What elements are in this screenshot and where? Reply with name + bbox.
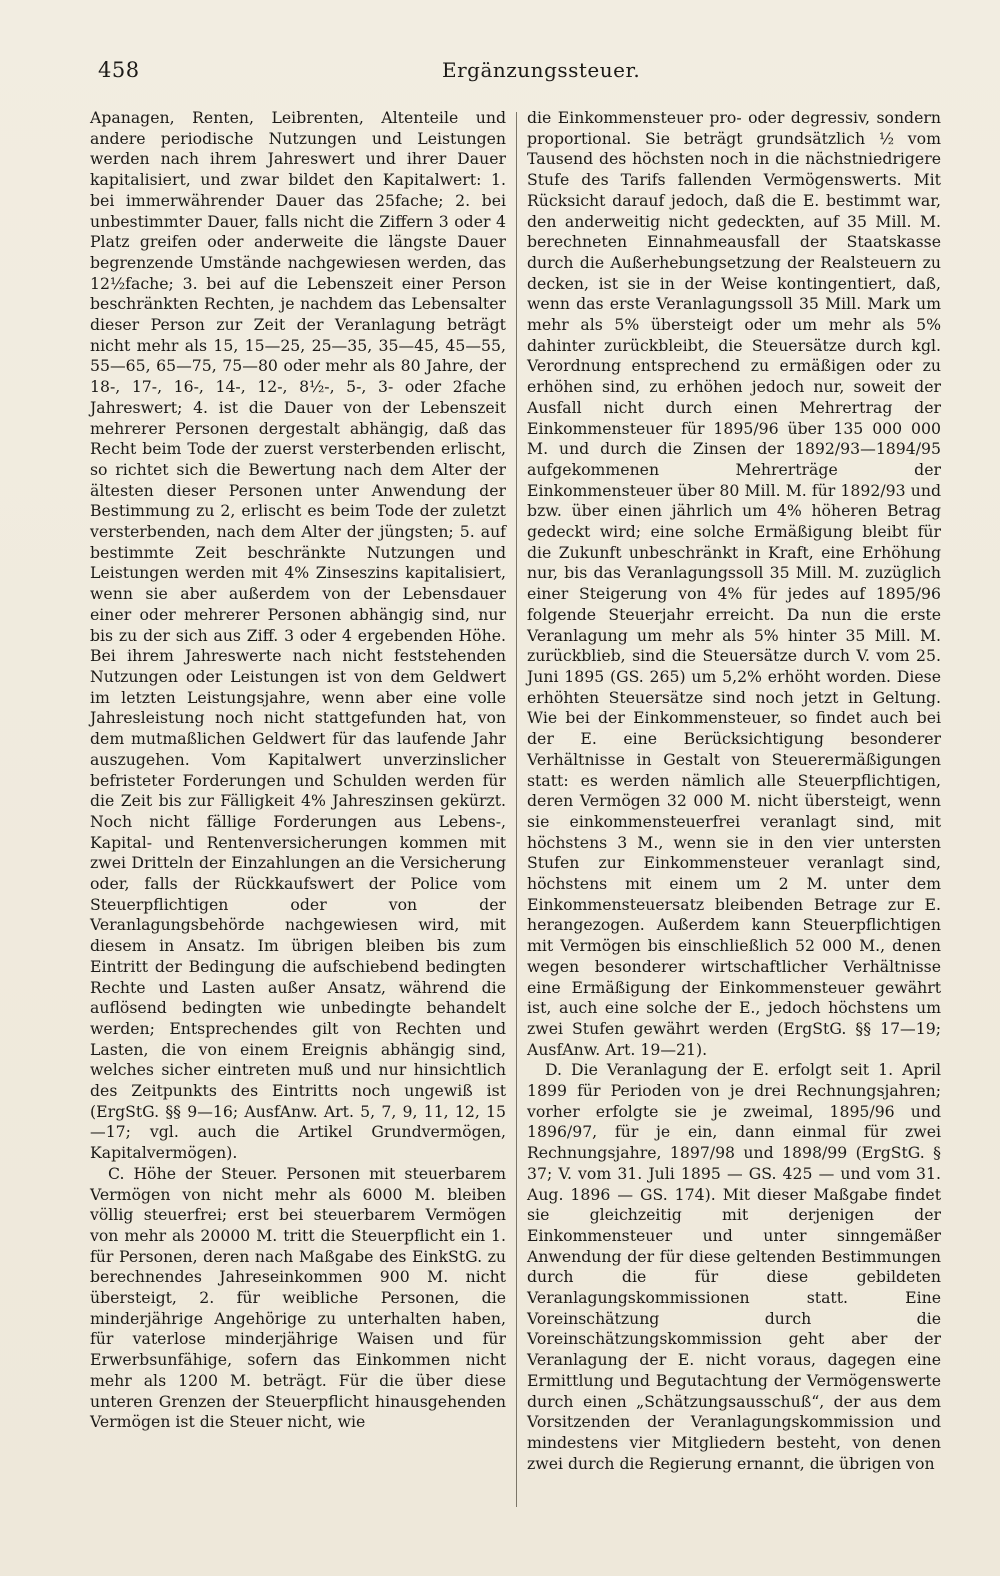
left-column (90, 108, 506, 1433)
column-divider (516, 112, 517, 1507)
paragraph-section-d: D. Die Veranlagung der E. erfolgt seit 1. April 1899 für Perioden von je drei Rechnungsjahren; vorher erfolgte sie je zweimal, 1895/96 und 1896/97, für je ein, dann einmal für zwei Rechnungsjahre, 1897/98 und 1898/99 (ErgStG. § 37; V. vom 31. Juli 1895 — GS. 425 — und vom 31. Aug. 1896 — GS. 174). Mit dieser Maßgabe findet sie gleichzeitig mit derjenigen der Einkommensteuer und unter sinngemäßer Anwendung der für diese geltenden Bestimmungen durch die für diese gebildeten Veranlagungskommissionen statt. Eine Voreinschätzung durch die Voreinschätzungskommission geht aber der Veranlagung der E. nicht voraus, dagegen eine Ermittlung und Begutachtung der Vermögenswerte durch einen „Schätzungsausschuß“, der aus dem Vorsitzenden der Veranlagungskommission und mindestens vier Mitgliedern besteht, von denen zwei durch die Regierung ernannt, die übrigen von (527, 1060, 941, 1473)
text-columns (90, 108, 945, 1518)
paragraph-section-c: C. Höhe der Steuer. Personen mit steuerbarem Vermögen von nicht mehr als 6000 M. bleiben völlig steuerfrei; erst bei steuerbarem Vermögen von mehr als 20000 M. tritt die Steuerpflicht ein 1. für Personen, deren nach Maßgabe des EinkStG. zu berechnendes Jahreseinkommen 900 M. nicht übersteigt, 2. für weibliche Personen, die minderjährige Angehörige zu unterhalten haben, für vaterlose minderjährige Waisen und für Erwerbsunfähige, sofern das Einkommen nicht mehr als 1200 M. beträgt. Für die über diese unteren Grenzen der Steuerpflicht hinausgehenden Vermögen ist die Steuer nicht, wie (90, 1163, 506, 1432)
right-column (527, 108, 941, 1474)
paragraph-valuation: Apanagen, Renten, Leibrenten, Altenteile und andere periodische Nutzungen und Leistungen werden nach ihrem Jahreswert und ihrer Dauer kapitalisiert, und zwar bildet den Kapitalwert: 1. bei immerwährender Dauer das 25fache; 2. bei unbestimmter Dauer, falls nicht die Ziffern 3 oder 4 Platz greifen oder anderweite die längste Dauer begrenzende Umstände nachgewiesen werden, das 12½fache; 3. bei auf die Lebenszeit einer Person beschränkten Rechten, je nachdem das Lebensalter dieser Person zur Zeit der Veranlagung beträgt nicht mehr als 15, 15—25, 25—35, 35—45, 45—55, 55—65, 65—75, 75—80 oder mehr als 80 Jahre, der 18-, 17-, 16-, 14-, 12-, 8½-, 5-, 3- oder 2fache Jahreswert; 4. ist die Dauer von der Lebenszeit mehrerer Personen dergestalt abhängig, daß das Recht beim Tode der zuerst versterbenden erlischt, so richtet sich die Bewertung nach dem Alter der ältesten dieser Personen unter Anwendung der Bestimmung zu 2, erlischt es beim Tode der zuletzt versterbenden, nach dem Alter der jüngsten; 5. auf bestimmte Zeit beschränkte Nutzungen und Leistungen werden mit 4% Zinseszins kapitalisiert, wenn sie aber außerdem von der Lebensdauer einer oder mehrerer Personen abhängig sind, nur bis zu der sich aus Ziff. 3 oder 4 ergebenden Höhe. Bei ihrem Jahreswerte nach nicht feststehenden Nutzungen oder Leistungen ist von dem Geldwert im letzten Leistungsjahre, wenn aber eine volle Jahresleistung noch nicht stattgefunden hat, von dem mutmaßlichen Geldwert für das laufende Jahr auszugehen. Vom Kapitalwert unverzinslicher befristeter Forderungen und Schulden werden für die Zeit bis zur Fälligkeit 4% Jahreszinsen gekürzt. Noch nicht fällige Forderungen aus Lebens-, Kapital- und Rentenversicherungen kommen mit zwei Dritteln der Einzahlungen an die Versicherung oder, falls der Rückkaufswert der Police vom Steuerpflichtigen oder von der Veranlagungsbehörde nachgewiesen wird, mit diesem in Ansatz. Im übrigen bleiben bis zum Eintritt der Bedingung die aufschiebend bedingten Rechte und Lasten außer Ansatz, während die auflösend bedingten wie unbedingte behandelt werden; Entsprechendes gilt von Rechten und Lasten, die von einem Ereignis abhängig sind, welches sicher eintreten muß und nur hinsichtlich des Zeitpunkts des Eintritts noch ungewiß ist (ErgStG. §§ 9—16; AusfAnw. Art. 5, 7, 9, 11, 12, 15—17; vgl. auch die Artikel Grundvermögen, Kapitalvermögen). (90, 108, 506, 1163)
page-header (98, 58, 941, 92)
paragraph-tax-rate: die Einkommensteuer pro- oder degressiv, sondern proportional. Sie beträgt grundsätzlich ½ vom Tausend des höchsten noch in die nächstniedrigere Stufe des Tarifs fallenden Vermögenswerts. Mit Rücksicht darauf jedoch, daß die E. bestimmt war, den anderweitig nicht gedeckten, auf 35 Mill. M. berechneten Einnahmeausfall der Staatskasse durch die Außerhebungsetzung der Realsteuern zu decken, ist sie in der Weise kontingentiert, daß, wenn das erste Veranlagungssoll 35 Mill. Mark um mehr als 5% übersteigt oder um mehr als 5% dahinter zurückbleibt, die Steuersätze durch kgl. Verordnung entsprechend zu ermäßigen oder zu erhöhen sind, zu erhöhen jedoch nur, soweit der Ausfall nicht durch einen Mehrertrag der Einkommensteuer für 1895/96 über 135 000 000 M. und durch die Zinsen der 1892/93—1894/95 aufgekommenen Mehrerträge der Einkommensteuer über 80 Mill. M. für 1892/93 und bzw. über einen jährlich um 4% höheren Betrag gedeckt wird; eine solche Ermäßigung bleibt für die Zukunft unbeschränkt in Kraft, eine Erhöhung nur, bis das Veranlagungssoll 35 Mill. M. zuzüglich einer Steigerung von 4% für jedes auf 1895/96 folgende Steuerjahr erreicht. Da nun die erste Veranlagung um mehr als 5% hinter 35 Mill. M. zurückblieb, sind die Steuersätze durch V. vom 25. Juni 1895 (GS. 265) um 5,2% erhöht worden. Diese erhöhten Steuersätze sind noch jetzt in Geltung. Wie bei der Einkommensteuer, so findet auch bei der E. eine Berücksichtigung besonderer Verhältnisse in Gestalt von Steuerermäßigungen statt: es werden nämlich alle Steuerpflichtigen, deren Vermögen 32 000 M. nicht übersteigt, wenn sie einkommensteuerfrei veranlagt sind, mit höchstens 3 M., wenn sie in den vier untersten Stufen zur Einkommensteuer veranlagt sind, höchstens mit einem um 2 M. unter dem Einkommensteuersatz bleibenden Betrage zur E. herangezogen. Außerdem kann Steuerpflichtigen mit Vermögen bis einschließlich 52 000 M., denen wegen besonderer wirtschaftlicher Verhältnisse eine Ermäßigung der Einkommensteuer gewährt ist, auch eine solche der E., jedoch höchstens um zwei Stufen gewährt werden (ErgStG. §§ 17—19; AusfAnw. Art. 19—21). (527, 108, 941, 1059)
running-title: Ergänzungssteuer. (442, 58, 641, 82)
page-number: 458 (98, 58, 140, 82)
